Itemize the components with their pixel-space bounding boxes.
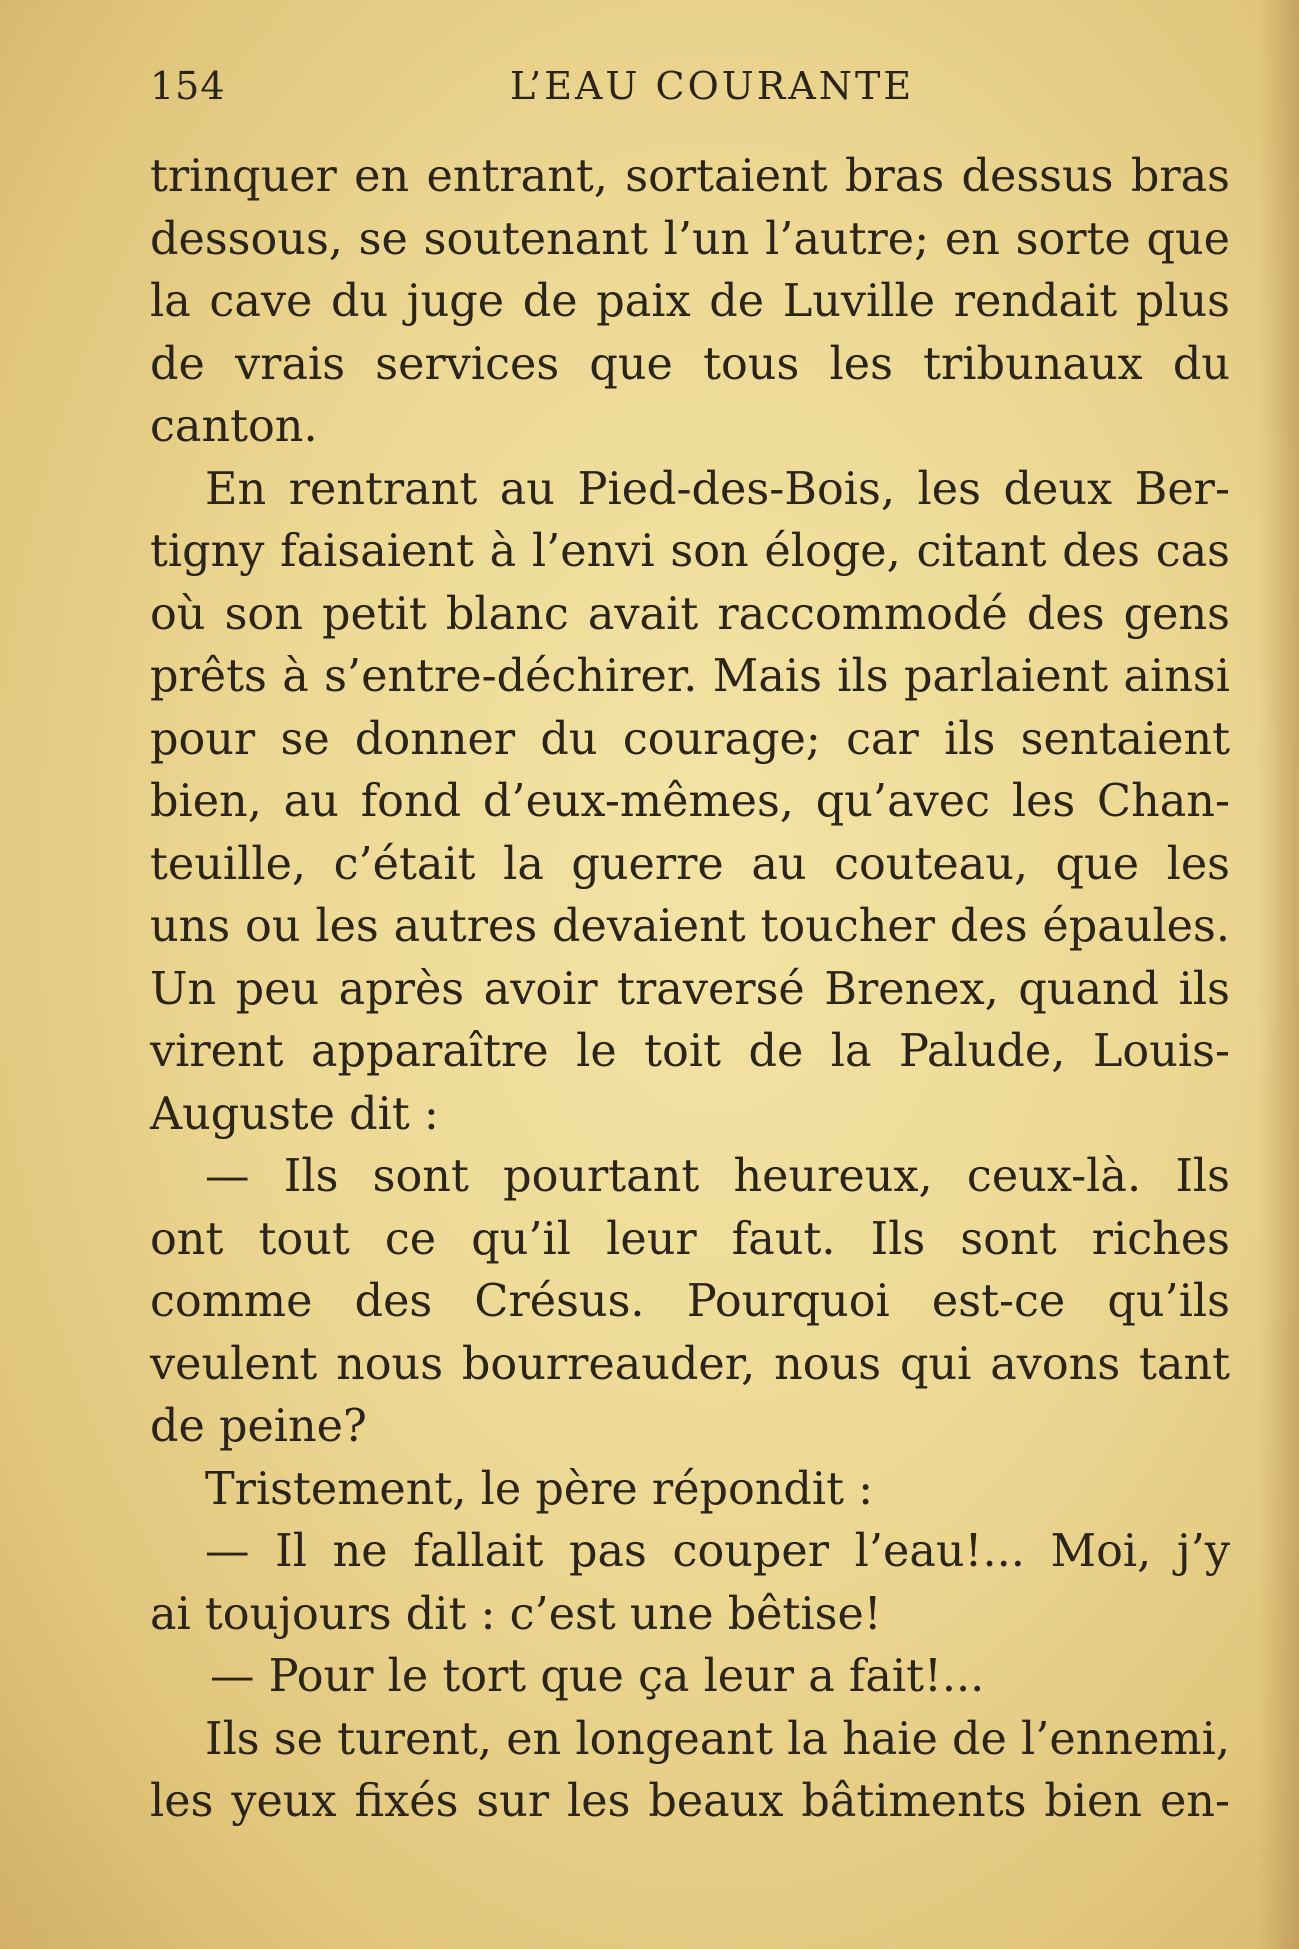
text-line: veulent nous bourreauder, nous qui avons tant — [150, 1338, 1230, 1390]
text-line: ont tout ce qu’il leur faut. Ils sont riches — [150, 1213, 1230, 1265]
page-header — [150, 64, 1230, 112]
text-line: canton. — [150, 401, 318, 452]
text-line: — Ils sont pourtant heureux, ceux-là. Ils — [205, 1151, 1230, 1202]
text-line: — Pour le tort que ça leur a fait!... — [210, 1651, 985, 1702]
text-line: bien, au fond d’eux-mêmes, qu’avec les Chan- — [150, 776, 1230, 827]
text-line: Un peu après avoir traversé Brenex, quand ils — [150, 963, 1230, 1015]
running-title: L’EAU COURANTE — [510, 64, 915, 108]
text-line: tigny faisaient à l’envi son éloge, citant des cas — [150, 526, 1230, 577]
text-line: dessous, se soutenant l’un l’autre; en sorte que — [150, 213, 1230, 265]
text-line: En rentrant au Pied-des-Bois, les deux Ber- — [205, 463, 1230, 515]
text-line: uns ou les autres devaient toucher des épaules. — [150, 901, 1230, 952]
text-line: teuille, c’était la guerre au couteau, que les — [150, 838, 1230, 890]
text-line: Auguste dit : — [150, 1088, 439, 1140]
page-number: 154 — [150, 64, 226, 108]
text-line: les yeux fixés sur les beaux bâtiments bien en- — [150, 1776, 1230, 1827]
text-line: comme des Crésus. Pourquoi est-ce qu’ils — [150, 1276, 1230, 1327]
text-line: — Il ne fallait pas couper l’eau!... Moi, j’y — [205, 1526, 1230, 1577]
text-line: Ils se turent, en longeant la haie de l’ennemi, — [205, 1713, 1230, 1765]
text-line: trinquer en entrant, sortaient bras dessus bras — [150, 151, 1230, 202]
text-line: prêts à s’entre-déchirer. Mais ils parlaient ainsi — [150, 651, 1230, 702]
body-text — [150, 146, 1230, 1834]
text-line: pour se donner du courage; car ils sentaient — [150, 713, 1230, 765]
text-line: où son petit blanc avait raccommodé des gens — [150, 588, 1230, 640]
text-line: la cave du juge de paix de Luville rendait plus — [150, 276, 1230, 327]
text-line: de peine? — [150, 1401, 367, 1452]
text-line: Tristement, le père répondit : — [205, 1463, 874, 1515]
text-line: ai toujours dit : c’est une bêtise! — [150, 1588, 882, 1640]
text-line: virent apparaître le toit de la Palude, Louis- — [150, 1026, 1230, 1077]
page-edge-shadow — [1259, 0, 1299, 1949]
text-line: de vrais services que tous les tribunaux du — [150, 338, 1230, 390]
